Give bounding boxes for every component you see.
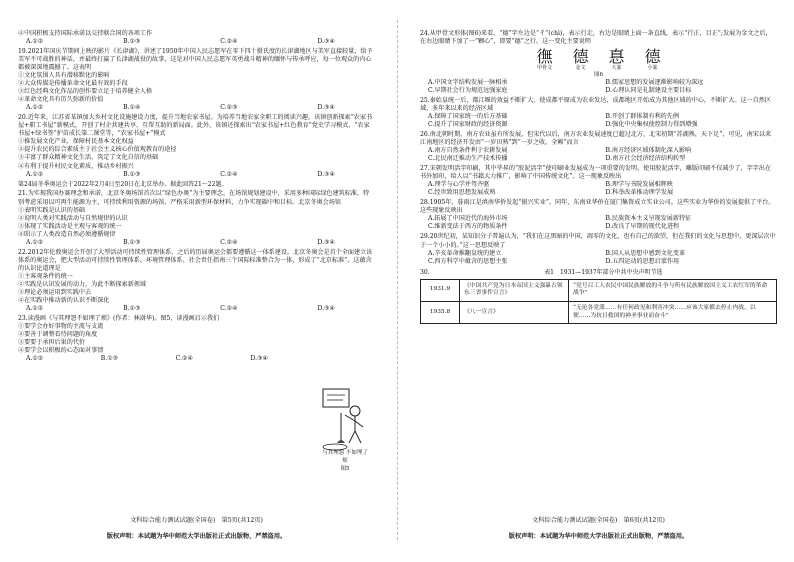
q18-options (18, 38, 375, 46)
question-29: 29.20世纪初，某知识分子普遍认为，“我们在这黑暗的中国，凋零的文化，也有自己的欲望，但在我们的文化与思想中，更深层次中于一个小小的。”这一思想反映了 (420, 233, 776, 249)
figure-6-label: 图6 (594, 71, 603, 78)
q26-option: A.南方自然条件利于农耕发展 (428, 147, 508, 155)
q23-item: ②要善于调整看待问题的角度 (18, 331, 98, 338)
q24-option: C.早期社会行为规范远强家庭 (428, 86, 508, 94)
q29-option: A.辛亥革命推翻皇统的建立 (428, 249, 502, 257)
q23-option: D.③④ (250, 355, 268, 363)
q19-item: ④革命文化具有历久弥新的价值 (18, 96, 104, 104)
q28-option: A.拓展了中国近代的海外市场 (428, 215, 508, 223)
q20-option: A.①② (26, 170, 44, 178)
q21-item: ③体现了实践活动是主观与客观的统一 (18, 222, 122, 230)
q25-options (420, 113, 777, 129)
q19-option: C.②③ (220, 104, 238, 112)
q19-option: D.③④ (317, 104, 335, 112)
q24-option: B.儒家思想的发展逐渐影响较为深远 (605, 78, 704, 86)
q18-option: B.①③ (123, 38, 141, 46)
q22-item: ③理论必须运用到实践中去 (18, 288, 92, 296)
q20-item: ①推发展文化产业，保障村民基本文化权益 (18, 138, 134, 146)
q22-item: ④在实践中推动新的认识不断深化 (18, 296, 110, 304)
q29-option: D.五四运动的思想启蒙作用 (605, 257, 680, 265)
q25-option: B.开创了群体制有利的先例 (605, 113, 679, 121)
glyph-oracle (536, 49, 552, 72)
q26-option: C.北民南迁推动生产技术传播 (428, 155, 508, 163)
q24-options (420, 79, 777, 95)
q29-option: B.国人从思想中感到文化变革 (605, 249, 686, 257)
table-title: 表1 1931—1937年部分中共中央声明节选 (544, 268, 663, 276)
glyph-label: 小篆 (647, 65, 658, 72)
q21-item: ①表明实践是认识的基础 (18, 206, 86, 214)
glyph-character: 㣳 (536, 47, 553, 67)
glyph-label: 金文 (575, 65, 586, 72)
q21-item: ②说明人类对实践活动与自然规律的认识 (18, 214, 128, 222)
q20-option: C.②④ (220, 170, 238, 178)
q23-item: ④要学会以积极的心态面对事情 (18, 347, 104, 355)
q27-option: C.经世致用思想发展成熟 (428, 189, 496, 197)
table-row (421, 279, 777, 301)
question-20: 20.近年来，江苏省某镇加大乡村文化设施建设力度，提升当地农家书屋。为培养当地农家全职工的阅读兴趣，该镇创新探索“农家书屋+职工书屋”新模式，开创了村企共建共享、互帮互助的新局面。此外，该镇还探索出“农家书屋+红色教育”党史学习模式，“农家书屋+绿书签”护苗成长第二课堂等，“农家书屋+”模式 (18, 114, 373, 138)
q27-option: B.理学与书院发展相辉映 (605, 181, 673, 189)
q22-options (18, 305, 375, 313)
table-cell-excerpt: “无论各党派……有任何政见和利害冲突……应该大家都去停止内战，以便……为抗日救国的神圣事业而奋斗” (569, 301, 777, 323)
q27-option: D.科举改革推动理学发展 (605, 189, 674, 197)
q23-option: A.①② (26, 355, 44, 363)
q23-item: ③要要于承担后果的代价 (18, 339, 86, 347)
table-row (421, 301, 777, 323)
q19-item: ③红色经典文化作品的创作要立足于培养健全人格 (18, 88, 153, 96)
q25-option: A.保障了国家统一的后方基础 (428, 113, 508, 121)
q23-block (18, 315, 308, 363)
q23-option: C.②④ (175, 355, 193, 363)
figure-6 (420, 49, 777, 72)
q22-option: C.②④ (220, 304, 238, 312)
q26-options (420, 147, 777, 163)
q24-option: D.心理认同是礼制建设主要目标 (605, 86, 692, 94)
question-21: 21.为实现我国办赛理念和承诺，北京冬奥场馆首次以“绿色办奥”为主要理念。在场馆规划建设中，采用多种国际绿色建筑标准，特别考虑采用以可再生能源为主，可持续利用资源的场馆，严格采用新型环保材料，力争实现碳中和目标。北京冬奥会场馆 (18, 190, 370, 206)
section-note: 第24届冬季奥运会于2022年2月4日至20日在北京举办。据此回答21～22题。 (18, 180, 228, 188)
q19-option: B.①④ (123, 104, 141, 112)
q19-option: A.①② (26, 104, 44, 112)
right-footer: 文科综合能力测试试题(全国卷) 第6页(共12页) (532, 517, 665, 524)
q18-tail: ④中国积极支持国际承诺以交持联合国的各项工作 (18, 30, 153, 37)
q26-option: B.南方经济区域体制化深入影响 (605, 147, 692, 155)
q27-options (420, 181, 777, 197)
question-25: 25.秦始皇统一后，都江堰的效益不断扩大，使成都平原成为农业发达，成都地区开始成为其他区域的中心，不断扩大。这一自然区域，多年来以来的经济区域 (420, 96, 771, 112)
figure-5-label: 图5 (340, 466, 350, 472)
q21-options (18, 239, 375, 247)
q24-option: A.中国文字结构发展一脉相承 (428, 78, 508, 86)
q22-option: B.①③ (123, 304, 141, 312)
table-cell-document: 《八一宣言》 (460, 301, 569, 323)
q25-option: D.强化中央集权使控制力得到增强 (605, 121, 698, 129)
glyph-large-seal (609, 49, 625, 72)
q23-option: B.①③ (100, 355, 119, 363)
q23-options (18, 355, 308, 363)
q28-option: D.改良了早期的现代化进程 (605, 223, 680, 231)
q19-options (18, 104, 375, 112)
q20-options (18, 171, 375, 179)
q21-option: C.②④ (220, 238, 238, 246)
question-30-number: 30. (420, 268, 430, 276)
glyph-character: 惪 (608, 47, 625, 67)
glyph-character: 德 (644, 47, 661, 67)
figure-5-caption (320, 448, 370, 472)
question-23: 23.读漫画《与其埋怨不如埋了烦》(作者：林澍华)。图5，读漫画启示我们 (18, 314, 220, 322)
glyph-character: 德 (572, 47, 589, 67)
q19-item: ②大众传媒是传播革命文化最有效的手段 (18, 80, 128, 88)
q20-item: ②提升农民的综合素质主于社会主义核心价值观教育的途径 (18, 146, 177, 154)
glyph-bronze (572, 49, 588, 72)
q21-option: A.①② (26, 238, 44, 246)
q28-option: C.维新变法于西方的物质条件 (428, 223, 508, 231)
table-cell-date: 1935.8 (421, 301, 460, 323)
right-page (420, 30, 777, 324)
q20-item: ④有利于提升村民文化素质，推动乡村振兴 (18, 162, 134, 170)
left-copyright: 版权声明：本试题为华中师范大学出版社正式出版物，严禁盗用。 (106, 533, 287, 540)
q18-option: D.③④ (317, 38, 335, 46)
question-27: 27.宋朝发明活字印刷，其中毕昇的“胶泥活字”使印刷业发展成为一项重要的发明。使用胶泥活字，雕版印刷不仅减少了，字字出在书外加印，给人以“书籍大力推广，影响了中国传统文化”。这一现象反映出 (420, 165, 772, 181)
q25-option: C.提升了国家财政的经济资源 (428, 121, 508, 129)
left-page (18, 30, 375, 363)
q20-item: ③丰富了群众精神文化生活，筑定了文化自信的基础 (18, 154, 159, 162)
right-copyright: 版权声明：本试题为华中师范大学出版社正式出版物，严禁盗用。 (508, 533, 689, 540)
q30-header (420, 269, 777, 277)
declaration-table (420, 279, 777, 325)
q22-item: ②实践是认识发展的动力，为此不断探索新领域 (18, 280, 146, 288)
q18-option: C.②④ (220, 38, 238, 46)
q28-option: B.民族资本主义呈现发展新特征 (605, 215, 692, 223)
q29-options (420, 250, 777, 266)
question-26: 26.南北朝时期，南方农业虽有所发展，但宋代以后，南方农业发展速度已超过北方，北宋初期“苏湖熟，天下足”，可见，南宋以来江南地区的经济开发由“一岁田熟”到“一岁之收，全赖”而言 (420, 131, 772, 147)
question-22: 22.2012年伦敦奥运会开创了大型活动可持续性管理体系，之后的历届奥运会都要遵循这一体系建设。北京冬奥会是首个全面建立该体系的奥运会，把大型活动可持续性管理体系、环境管理体系、社会责任指南三个国际标准整合为一体，形成了“北京标准”。这蕴含的认识论道理是 (18, 248, 373, 272)
q29-option: C.西方科学中蕴含的思想主张 (428, 257, 508, 265)
glyph-label: 甲骨文 (536, 65, 552, 72)
question-19: 19.2021年国庆节期间上映的影片《长津湖》，讲述了1950年中国人民志愿军在零下四十摄氏度的长津湖地区与美军直接较量，给予美军不可战胜的神话，并最终打赢了长津湖战役的故事，这是对中国人民志愿军英勇战斗精神的缅怀与传承呼应，每一位观众的内心都被深深地震撼了。这表明 (18, 48, 373, 72)
q22-option: A.①② (26, 304, 44, 312)
q21-item: ④昭示了人类改造自然必须遵循规律 (18, 230, 116, 238)
glyph-small-seal (645, 49, 661, 72)
table-cell-document: 《中国共产党为日本帝国主义强暴占领东三省事件宣言》 (460, 279, 569, 301)
q22-item: ①主客观条件的统一 (18, 272, 73, 280)
page-divider (397, 20, 398, 540)
left-footer: 文科综合能力测试试题(全国卷) 第5页(共12页) (130, 517, 263, 524)
q22-option: D.③④ (317, 304, 335, 312)
q19-item: ①文化氛围人具有潜移默化的影响 (18, 72, 110, 80)
question-28: 28.1905年，暮雨江是滇南华侨发起“振兴实业”。同年，东南亚华侨在厦门集资成立实业公司。这些实业为华侨的发展提供了平台。这些现象反映出 (420, 199, 775, 215)
table-cell-date: 1931.9 (421, 279, 460, 301)
q23-item: ①要学会办好事物的主流与支流 (18, 322, 104, 330)
glyph-label: 大篆 (611, 65, 622, 72)
q27-option: A.理学与心学并驾齐驱 (428, 181, 490, 189)
q20-option: B.①③ (123, 170, 141, 178)
q21-option: B.①③ (123, 238, 141, 246)
q26-option: D.南方社会经济经济结构转型 (605, 155, 686, 163)
q21-option: D.③④ (317, 238, 335, 246)
figure-5-cartoon-text: 与其埋怨 不如埋了烦 (322, 450, 368, 464)
q18-option: A.①② (26, 38, 44, 46)
q20-option: D.③④ (317, 170, 335, 178)
question-24: 24.从甲骨文形体(图6)来看，“德”字左边是“彳”(chì)，表示行走，右边是眼睛上面一条直线，表示“行正，目正”;发展为金文之后，在右边眼睛下加了一“颗心”，即要“德”之行。这一变化主要说明 (420, 30, 772, 46)
q28-options (420, 215, 777, 231)
table-cell-excerpt: “党号召工人农民中国民族解放的斗争与所有民族解放国主义工农红军的革命战争” (569, 279, 777, 301)
